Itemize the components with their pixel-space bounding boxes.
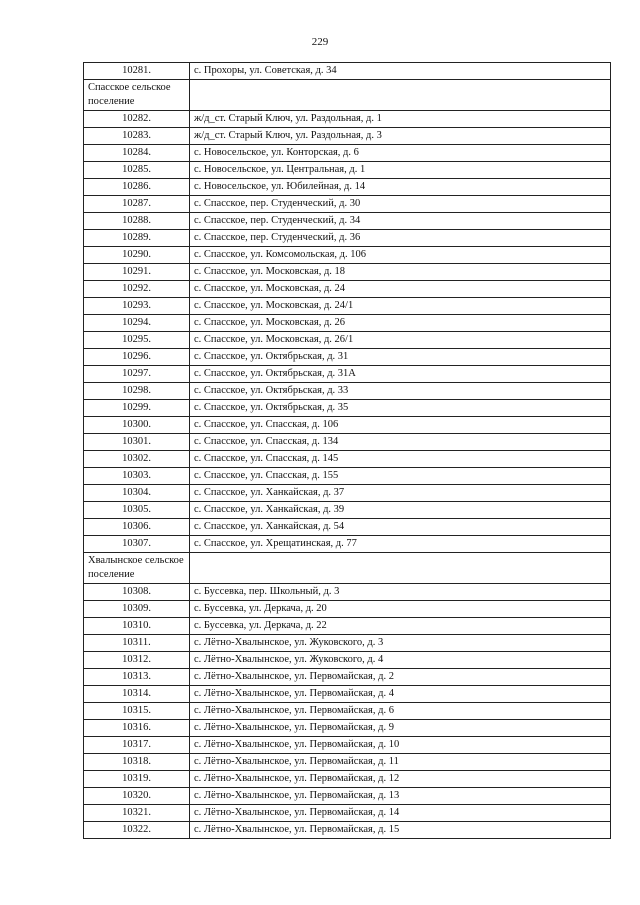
entry-number: 10308.: [84, 584, 190, 601]
entry-number: 10282.: [84, 111, 190, 128]
section-label: Хвалынское сельское поселение: [84, 553, 190, 584]
table-row: [84, 230, 611, 247]
table-row: [84, 417, 611, 434]
entry-address: с. Прохоры, ул. Советская, д. 34: [190, 63, 611, 80]
entry-address: с. Спасское, пер. Студенческий, д. 30: [190, 196, 611, 213]
entry-address: с. Спасское, ул. Октябрьская, д. 31: [190, 349, 611, 366]
entry-address: с. Лётно-Хвалынское, ул. Первомайская, д. 15: [190, 822, 611, 839]
table-row: [84, 635, 611, 652]
entry-number: 10289.: [84, 230, 190, 247]
table-row: [84, 584, 611, 601]
table-row: [84, 247, 611, 264]
table-row: [84, 111, 611, 128]
entry-number: 10292.: [84, 281, 190, 298]
table-row: [84, 281, 611, 298]
entry-number: 10295.: [84, 332, 190, 349]
entry-address: с. Спасское, ул. Спасская, д. 145: [190, 451, 611, 468]
entry-number: 10304.: [84, 485, 190, 502]
table-row: [84, 196, 611, 213]
entry-address: с. Спасское, ул. Ханкайская, д. 54: [190, 519, 611, 536]
table-row: [84, 737, 611, 754]
table-row: [84, 128, 611, 145]
table-row: [84, 400, 611, 417]
table-row: [84, 162, 611, 179]
entry-address: с. Лётно-Хвалынское, ул. Жуковского, д. 3: [190, 635, 611, 652]
table-row: [84, 264, 611, 281]
table-row: [84, 332, 611, 349]
entry-address: с. Лётно-Хвалынское, ул. Первомайская, д. 9: [190, 720, 611, 737]
entry-number: 10296.: [84, 349, 190, 366]
entry-number: 10300.: [84, 417, 190, 434]
entry-address: с. Буссевка, ул. Деркача, д. 22: [190, 618, 611, 635]
entry-address: с. Лётно-Хвалынское, ул. Первомайская, д. 12: [190, 771, 611, 788]
entry-number: 10310.: [84, 618, 190, 635]
entry-address: с. Лётно-Хвалынское, ул. Первомайская, д. 2: [190, 669, 611, 686]
entry-number: 10319.: [84, 771, 190, 788]
entry-address: с. Спасское, ул. Московская, д. 18: [190, 264, 611, 281]
table-row: [84, 502, 611, 519]
entry-number: 10320.: [84, 788, 190, 805]
table-row: [84, 771, 611, 788]
table-row: [84, 618, 611, 635]
entry-number: 10290.: [84, 247, 190, 264]
table-row: [84, 179, 611, 196]
entry-address: с. Спасское, ул. Спасская, д. 134: [190, 434, 611, 451]
entry-address: с. Спасское, пер. Студенческий, д. 34: [190, 213, 611, 230]
entry-number: 10303.: [84, 468, 190, 485]
entry-address: с. Новосельское, ул. Конторская, д. 6: [190, 145, 611, 162]
section-empty-cell: [190, 80, 611, 111]
table-row: [84, 519, 611, 536]
table-row: [84, 703, 611, 720]
entry-number: 10318.: [84, 754, 190, 771]
entry-number: 10287.: [84, 196, 190, 213]
entry-address: с. Спасское, ул. Московская, д. 24: [190, 281, 611, 298]
table-row: [84, 145, 611, 162]
entry-number: 10283.: [84, 128, 190, 145]
entry-address: с. Новосельское, ул. Юбилейная, д. 14: [190, 179, 611, 196]
section-row: [84, 553, 611, 584]
entry-address: с. Спасское, ул. Московская, д. 24/1: [190, 298, 611, 315]
table-row: [84, 536, 611, 553]
entry-address: с. Спасское, ул. Октябрьская, д. 35: [190, 400, 611, 417]
entry-number: 10284.: [84, 145, 190, 162]
table-row: [84, 669, 611, 686]
entry-address: с. Буссевка, пер. Школьный, д. 3: [190, 584, 611, 601]
entry-number: 10322.: [84, 822, 190, 839]
section-empty-cell: [190, 553, 611, 584]
entry-address: с. Спасское, ул. Ханкайская, д. 37: [190, 485, 611, 502]
entry-address: с. Спасское, ул. Хрещатинская, д. 77: [190, 536, 611, 553]
entry-address: с. Спасское, ул. Московская, д. 26/1: [190, 332, 611, 349]
table-row: [84, 652, 611, 669]
address-registry-table: [83, 62, 611, 839]
entry-number: 10312.: [84, 652, 190, 669]
entry-number: 10301.: [84, 434, 190, 451]
table-row: [84, 383, 611, 400]
entry-address: с. Спасское, ул. Спасская, д. 106: [190, 417, 611, 434]
entry-number: 10315.: [84, 703, 190, 720]
entry-number: 10281.: [84, 63, 190, 80]
entry-address: с. Лётно-Хвалынское, ул. Жуковского, д. 4: [190, 652, 611, 669]
entry-address: с. Новосельское, ул. Центральная, д. 1: [190, 162, 611, 179]
registry-body: [84, 63, 611, 839]
entry-address: с. Спасское, ул. Октябрьская, д. 31А: [190, 366, 611, 383]
entry-address: с. Лётно-Хвалынское, ул. Первомайская, д. 10: [190, 737, 611, 754]
entry-address: с. Лётно-Хвалынское, ул. Первомайская, д. 14: [190, 805, 611, 822]
entry-address: ж/д_ст. Старый Ключ, ул. Раздольная, д. 1: [190, 111, 611, 128]
entry-number: 10302.: [84, 451, 190, 468]
entry-address: с. Спасское, пер. Студенческий, д. 36: [190, 230, 611, 247]
entry-number: 10309.: [84, 601, 190, 618]
entry-address: с. Буссевка, ул. Деркача, д. 20: [190, 601, 611, 618]
entry-number: 10288.: [84, 213, 190, 230]
table-row: [84, 686, 611, 703]
table-row: [84, 213, 611, 230]
entry-number: 10299.: [84, 400, 190, 417]
entry-number: 10298.: [84, 383, 190, 400]
table-row: [84, 349, 611, 366]
entry-number: 10291.: [84, 264, 190, 281]
table-row: [84, 754, 611, 771]
section-row: [84, 80, 611, 111]
entry-address: с. Спасское, ул. Московская, д. 26: [190, 315, 611, 332]
table-row: [84, 601, 611, 618]
entry-address: ж/д_ст. Старый Ключ, ул. Раздольная, д. 3: [190, 128, 611, 145]
table-row: [84, 720, 611, 737]
entry-address: с. Лётно-Хвалынское, ул. Первомайская, д. 4: [190, 686, 611, 703]
entry-address: с. Лётно-Хвалынское, ул. Первомайская, д. 11: [190, 754, 611, 771]
entry-number: 10316.: [84, 720, 190, 737]
entry-number: 10317.: [84, 737, 190, 754]
entry-address: с. Спасское, ул. Ханкайская, д. 39: [190, 502, 611, 519]
page-number: 229: [311, 36, 329, 48]
table-row: [84, 63, 611, 80]
entry-number: 10294.: [84, 315, 190, 332]
table-row: [84, 805, 611, 822]
table-row: [84, 315, 611, 332]
table-row: [84, 468, 611, 485]
table-row: [84, 298, 611, 315]
entry-number: 10297.: [84, 366, 190, 383]
entry-number: 10305.: [84, 502, 190, 519]
entry-number: 10306.: [84, 519, 190, 536]
entry-number: 10313.: [84, 669, 190, 686]
entry-address: с. Спасское, ул. Октябрьская, д. 33: [190, 383, 611, 400]
entry-number: 10285.: [84, 162, 190, 179]
entry-number: 10307.: [84, 536, 190, 553]
entry-address: с. Спасское, ул. Спасская, д. 155: [190, 468, 611, 485]
table-row: [84, 788, 611, 805]
entry-number: 10321.: [84, 805, 190, 822]
table-row: [84, 822, 611, 839]
section-label: Спасское сельское поселение: [84, 80, 190, 111]
entry-number: 10311.: [84, 635, 190, 652]
table-row: [84, 485, 611, 502]
table-row: [84, 434, 611, 451]
entry-number: 10286.: [84, 179, 190, 196]
entry-number: 10314.: [84, 686, 190, 703]
table-row: [84, 366, 611, 383]
entry-address: с. Лётно-Хвалынское, ул. Первомайская, д. 13: [190, 788, 611, 805]
entry-number: 10293.: [84, 298, 190, 315]
entry-address: с. Лётно-Хвалынское, ул. Первомайская, д. 6: [190, 703, 611, 720]
table-row: [84, 451, 611, 468]
entry-address: с. Спасское, ул. Комсомольская, д. 106: [190, 247, 611, 264]
